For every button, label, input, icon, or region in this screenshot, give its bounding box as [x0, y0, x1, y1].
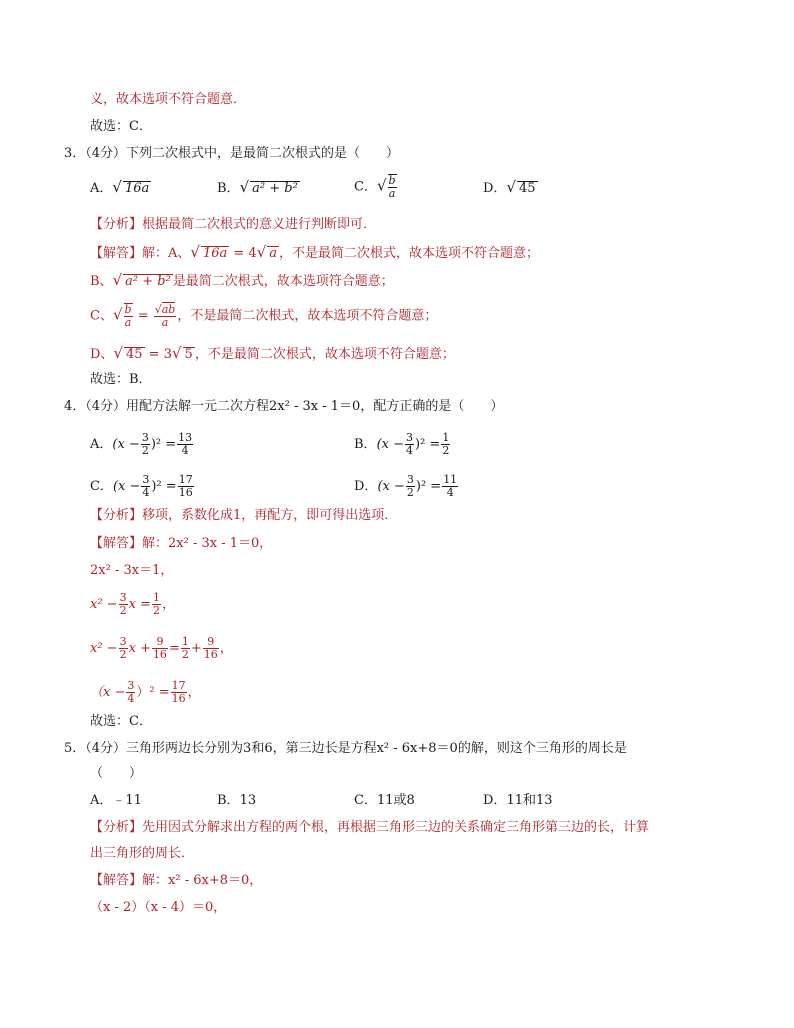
- expr-tail: ，: [161, 597, 175, 612]
- q3-option-d: D．√ 45: [483, 178, 536, 196]
- radicand: 16a: [124, 181, 150, 196]
- fraction-numerator: 1: [181, 635, 189, 648]
- q5-option-b: [217, 792, 256, 810]
- expr-prefix: (x −: [112, 479, 141, 494]
- fraction-denominator: a: [388, 187, 396, 200]
- q3-option-c: C．√ $\frac{b}{a}$: [354, 174, 396, 200]
- q4-solution-1: [90, 535, 272, 553]
- expr-mid: )² =: [151, 479, 177, 494]
- q3-solution-d: D、√ 45 = 3√ 5 ，不是最简二次根式，故本选项不符合题意；: [90, 344, 455, 362]
- q3-option-a: A．√ 16a: [90, 178, 150, 196]
- fraction-denominator: 2: [119, 604, 127, 617]
- fraction-numerator: ab: [161, 302, 176, 316]
- solution-step: x² - 6x+8＝0，: [168, 873, 263, 888]
- q4-stem: 4．（4分）用配方法解一元二次方程2x² - 3x - 1＝0，配方正确的是（ ）: [64, 399, 504, 414]
- expr-prefix: (x −: [377, 479, 405, 494]
- option-label: A．: [90, 437, 113, 452]
- q4-solution-5: [90, 680, 201, 705]
- expr-mid: )² =: [150, 437, 177, 452]
- fraction-denominator: 16: [178, 486, 193, 499]
- fraction-denominator: a: [161, 315, 169, 329]
- fraction-numerator: 9: [152, 636, 168, 649]
- q4-solution-3: [90, 592, 175, 617]
- expr-prefix: (x −: [112, 437, 140, 452]
- expr-tail: ，: [219, 641, 233, 656]
- solution-step: 2x² - 3x - 1＝0，: [168, 536, 273, 551]
- fraction-numerator: 9: [203, 636, 219, 649]
- fraction-denominator: 2: [406, 486, 414, 499]
- fraction-numerator: 1: [442, 431, 450, 444]
- radicand: 16a: [202, 246, 228, 261]
- option-label: D．: [483, 793, 507, 808]
- expr-prefix: （x −: [90, 685, 126, 700]
- fraction-numerator: 13: [178, 431, 193, 444]
- radicand: 45: [519, 181, 536, 196]
- option-value: 11或8: [376, 793, 415, 808]
- radicand: 5: [184, 347, 193, 362]
- q4-solution-4: [90, 636, 233, 661]
- solution-tail: ，不是最简二次根式，故本选项不符合题意；: [194, 347, 455, 362]
- fraction-denominator: 4: [181, 444, 189, 457]
- fraction-denominator: 4: [406, 444, 413, 457]
- q3-stem: 3．（4分）下列二次根式中，是最简二次根式的是（ ）: [64, 146, 400, 161]
- radicand: a² + b²: [125, 274, 171, 289]
- q4-solution-2: 2x² - 3x＝1，: [90, 563, 174, 578]
- expr-prefix: x² −: [90, 641, 118, 656]
- expr-mid: x +: [128, 641, 151, 656]
- option-label: C．: [354, 793, 377, 808]
- q3-option-b: B．√ a² + b²: [217, 178, 298, 196]
- expr-prefix: (x −: [376, 437, 404, 452]
- option-label: C．: [90, 479, 113, 494]
- fraction-denominator: 4: [446, 486, 454, 499]
- solution-prefix: 【解答】解：A、: [90, 246, 191, 261]
- q4-option-d: [354, 474, 459, 499]
- solution-equals: = 3: [144, 347, 172, 362]
- fraction-denominator: 2: [442, 444, 450, 457]
- fraction-denominator: 16: [203, 648, 218, 661]
- fraction-numerator: 3: [406, 473, 414, 486]
- q3-analysis: 【分析】根据最简二次根式的意义进行判断即可．: [90, 217, 377, 232]
- option-label: D．: [483, 181, 507, 196]
- q3-solution-c: C、√ $\frac{b}{a}$ = $\frac{√ab}{a}$ ，不是最简二次根式，故本选项不符合题意；: [90, 302, 438, 329]
- solution-tail: ，不是最简二次根式，故本选项不符合题意；: [279, 246, 540, 261]
- fraction-numerator: 3: [406, 431, 413, 444]
- expr-plus: +: [190, 641, 202, 656]
- q4-analysis: 【分析】移项，系数化成1，再配方，即可得出选项．: [90, 508, 398, 523]
- fraction-denominator: 2: [181, 648, 189, 661]
- option-value: 13: [239, 793, 257, 808]
- solution-tail: ，不是最简二次根式，故本选项不符合题意；: [177, 308, 438, 324]
- expr-mid: x =: [128, 597, 151, 612]
- q5-stem-blank: （ ）: [90, 766, 143, 781]
- q4-option-a: [90, 432, 194, 457]
- fraction-numerator: b: [124, 303, 132, 316]
- fraction-numerator: 3: [141, 431, 149, 444]
- fraction-numerator: 3: [142, 473, 150, 486]
- q5-option-d: [483, 792, 553, 810]
- option-label: B．: [217, 793, 240, 808]
- fraction-denominator: a: [124, 316, 132, 329]
- q5-analysis-1: 【分析】先用因式分解求出方程的两个根，再根据三角形三边的关系确定三角形第三边的长，计算: [90, 820, 650, 835]
- continuation-text: 义，故本选项不符合题意．: [90, 92, 247, 107]
- q3-solution-b: B、√ a² + b² 是最简二次根式，故本选项符合题意；: [90, 271, 394, 289]
- solution-equals: = 4: [229, 246, 257, 261]
- solution-label: 【解答】解：: [90, 536, 169, 551]
- expr-mid: ）² =: [136, 685, 170, 700]
- q5-solution-2: （x - 2）（x - 4）＝0，: [90, 900, 227, 915]
- option-value: 11和13: [506, 793, 553, 808]
- option-label: C．: [354, 179, 377, 195]
- solution-prefix: C、: [90, 308, 113, 324]
- option-label: A．: [90, 793, 113, 808]
- expr-equals: =: [168, 641, 180, 656]
- fraction-numerator: 3: [119, 635, 127, 648]
- fraction-numerator: 17: [178, 473, 193, 486]
- q4-answer: 故选：C．: [90, 714, 152, 729]
- q3-answer: 故选：B．: [90, 372, 152, 387]
- fraction-numerator: 17: [171, 679, 186, 692]
- fraction-numerator: b: [388, 174, 396, 187]
- fraction-denominator: 4: [127, 692, 135, 705]
- option-label: B．: [217, 181, 240, 196]
- q5-stem: 5．（4分）三角形两边长分别为3和6，第三边长是方程x² - 6x+8＝0的解，则这个三角形的周长是: [64, 741, 627, 756]
- solution-prefix: B、: [90, 274, 113, 289]
- solution-prefix: D、: [90, 347, 114, 362]
- q4-option-b: [354, 432, 451, 457]
- expr-prefix: x² −: [90, 597, 118, 612]
- fraction-denominator: 4: [142, 486, 150, 499]
- fraction-denominator: 16: [152, 648, 167, 661]
- fraction-numerator: 1: [152, 591, 160, 604]
- solution-tail: 是最简二次根式，故本选项符合题意；: [172, 274, 394, 289]
- q5-analysis-2: 出三角形的周长．: [90, 846, 195, 861]
- fraction-denominator: 2: [119, 648, 127, 661]
- solution-label: 【解答】解：: [90, 873, 169, 888]
- radicand: 45: [126, 347, 143, 362]
- q3-solution-a: 【解答】解：A、√ 16a = 4√ a ，不是最简二次根式，故本选项不符合题意；: [90, 243, 540, 261]
- expr-mid: )² =: [415, 437, 441, 452]
- fraction-denominator: 16: [171, 692, 186, 705]
- q5-option-c: [354, 792, 415, 810]
- expr-tail: ，: [187, 685, 201, 700]
- fraction-numerator: 3: [127, 679, 135, 692]
- fraction-numerator: 3: [119, 591, 127, 604]
- fraction-denominator: 2: [141, 444, 149, 457]
- fraction-denominator: 2: [152, 604, 160, 617]
- option-label: D．: [354, 479, 378, 494]
- radicand: a: [269, 246, 278, 261]
- option-label: A．: [90, 181, 113, 196]
- answer-line: 故选：C．: [90, 119, 152, 134]
- q5-option-a: [90, 792, 142, 810]
- q5-solution-1: [90, 872, 262, 890]
- q4-option-c: [90, 474, 195, 499]
- radicand: a² + b²: [252, 181, 298, 196]
- fraction-numerator: 11: [443, 473, 458, 486]
- option-label: B．: [354, 437, 377, 452]
- option-value: ﹣11: [112, 793, 142, 808]
- expr-mid: )² =: [415, 479, 442, 494]
